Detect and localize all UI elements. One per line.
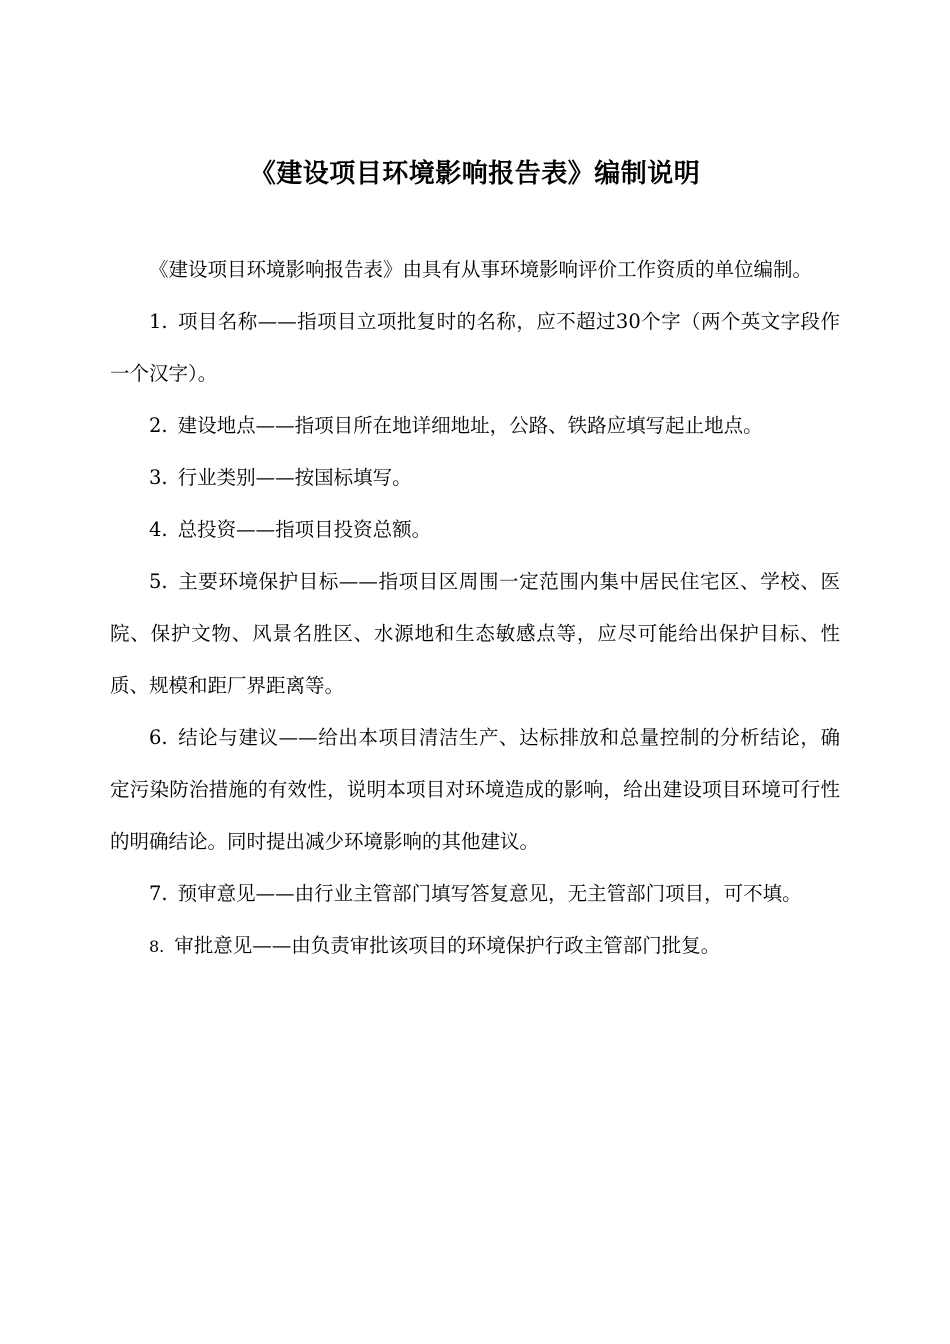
- list-item-2: [110, 400, 840, 452]
- list-item-7: [110, 868, 840, 920]
- list-item-5: [110, 556, 840, 712]
- item-text: 行业类别——按国标填写。: [177, 466, 412, 489]
- page-title: 《建设项目环境影响报告表》编制说明: [249, 159, 701, 189]
- item-number: 4.: [149, 518, 168, 541]
- item-text: 预审意见——由行业主管部门填写答复意见，无主管部门项目，可不填。: [177, 882, 802, 905]
- item-number: 7.: [149, 882, 168, 905]
- document-body: [110, 244, 840, 973]
- item-text: 总投资——指项目投资总额。: [177, 518, 432, 541]
- item-text: 审批意见——由负责审批该项目的环境保护行政主管部门批复。: [174, 934, 721, 957]
- list-item-3: [110, 452, 840, 504]
- item-number: 3.: [149, 466, 168, 489]
- item-text: 建设地点——指项目所在地详细地址，公路、铁路应填写起止地点。: [177, 414, 763, 437]
- item-text: 结论与建议——给出本项目清洁生产、达标排放和总量控制的分析结论，确定污染防治措施的有效性，说明本项目对环境造成的影响，给出建设项目环境可行性的明确结论。同时提出减少环境影响的其他建议。: [110, 726, 840, 853]
- list-item-8: [110, 920, 840, 973]
- list-item-1: [110, 296, 840, 400]
- item-number: 6.: [149, 726, 168, 749]
- item-number: 5.: [149, 570, 168, 593]
- item-text: 主要环境保护目标——指项目区周围一定范围内集中居民住宅区、学校、医院、保护文物、风景名胜区、水源地和生态敏感点等，应尽可能给出保护目标、性质、规模和距厂界距离等。: [110, 570, 840, 697]
- item-text: 项目名称——指项目立项批复时的名称，应不超过30个字（两个英文字段作一个汉字）。: [110, 310, 840, 385]
- item-number: 1.: [149, 310, 168, 333]
- list-item-4: [110, 504, 840, 556]
- item-number: 2.: [149, 414, 168, 437]
- intro-paragraph: 《建设项目环境影响报告表》由具有从事环境影响评价工作资质的单位编制。: [149, 258, 813, 281]
- list-item-6: [110, 712, 840, 868]
- item-number: 8.: [149, 937, 165, 956]
